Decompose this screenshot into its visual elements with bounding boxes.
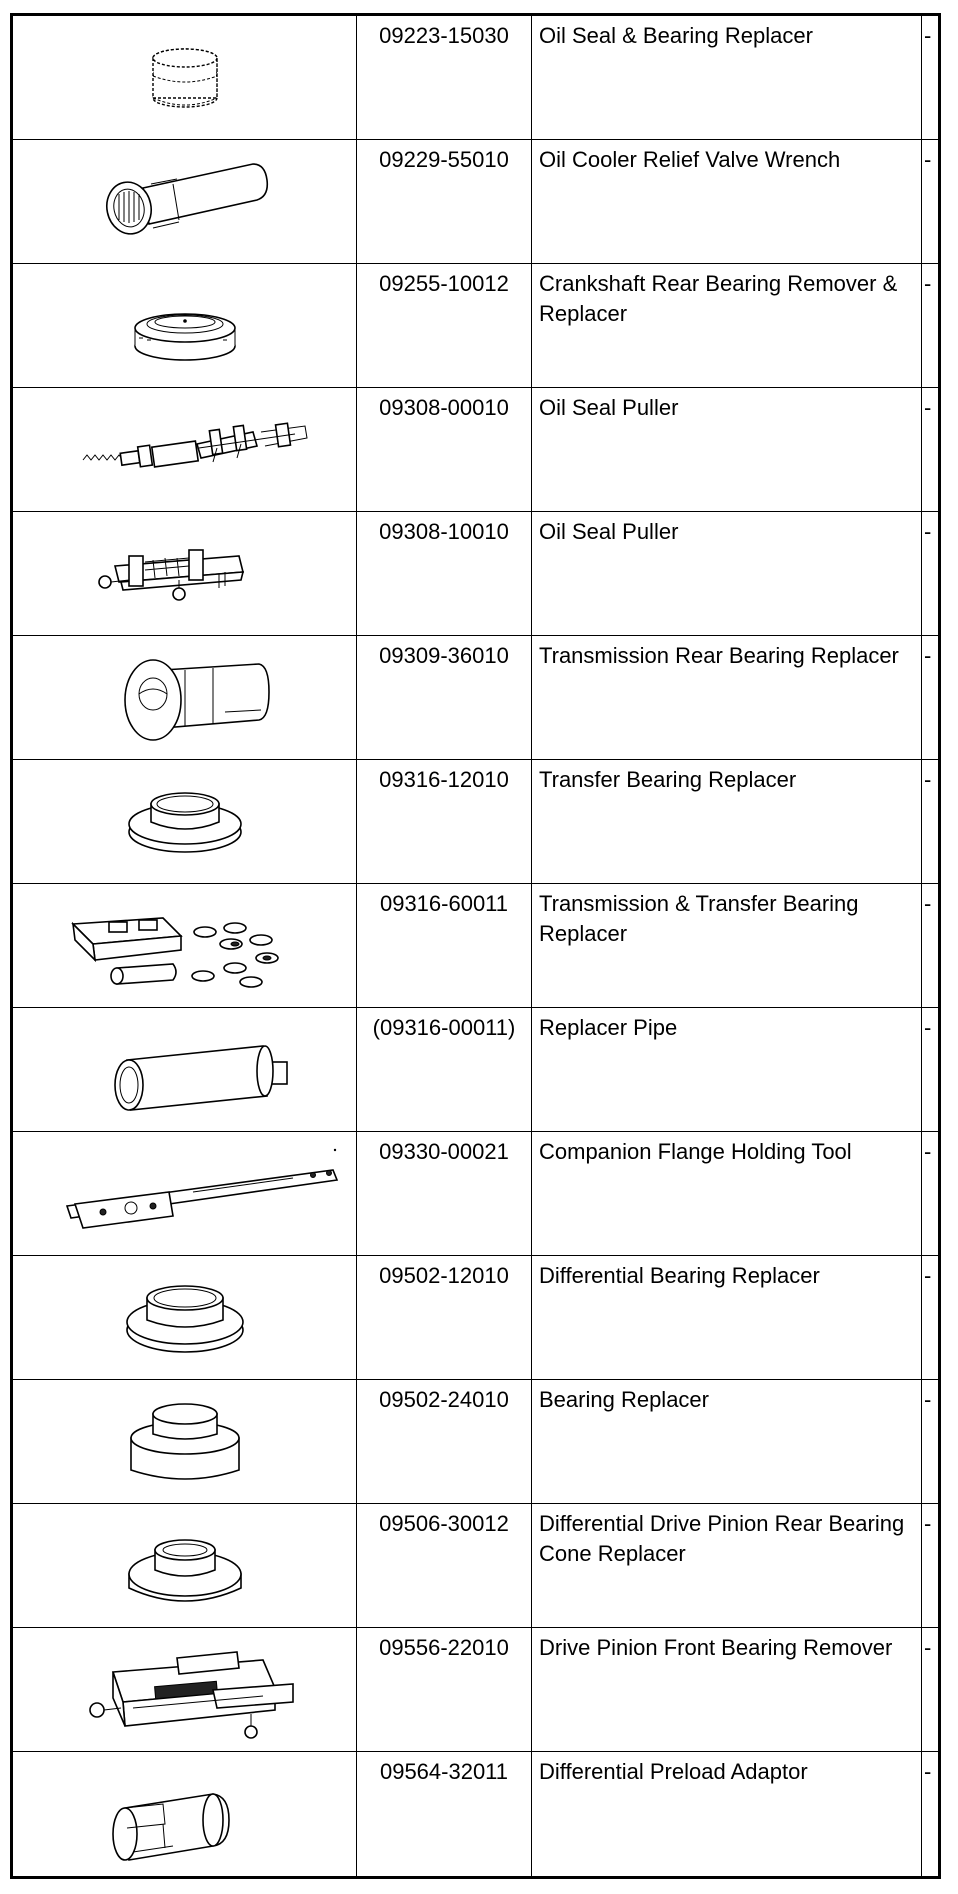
table-row: [13, 1628, 938, 1752]
part-number-cell: [357, 388, 532, 511]
note: -: [924, 395, 932, 420]
tool-illustration: [13, 16, 357, 139]
note: -: [924, 1759, 932, 1784]
tool-illustration: [13, 1256, 357, 1379]
pinion-bearing-remover-drawing-icon: [13, 1628, 357, 1752]
part-number: 09223-15030: [379, 23, 509, 48]
note-cell: [922, 140, 941, 263]
transmission-bearing-replacer-drawing-icon: [13, 636, 357, 760]
tool-illustration: [13, 1380, 357, 1503]
part-number-cell: [357, 1628, 532, 1751]
tool-name-cell: [532, 512, 922, 635]
note: -: [924, 643, 932, 668]
note-cell: [922, 1752, 941, 1876]
part-number-cell: [357, 636, 532, 759]
tool-illustration: [13, 388, 357, 511]
note-cell: [922, 512, 941, 635]
differential-bearing-replacer-drawing-icon: [13, 1256, 357, 1380]
tool-name-cell: [532, 140, 922, 263]
bearing-replacer-set-drawing-icon: [13, 884, 357, 1008]
tool-name-cell: [532, 760, 922, 883]
part-number-cell: [357, 1752, 532, 1876]
part-number: 09330-00021: [379, 1139, 509, 1164]
oil-seal-puller-drawing-icon: [13, 388, 357, 512]
note-cell: [922, 16, 941, 139]
tool-name-cell: [532, 1504, 922, 1627]
table-row: [13, 760, 938, 884]
tool-name-cell: [532, 1008, 922, 1131]
tool-name: Oil Seal Puller: [539, 519, 679, 544]
replacer-pipe-drawing-icon: [13, 1008, 357, 1132]
tool-illustration: [13, 140, 357, 263]
tool-name: Companion Flange Holding Tool: [539, 1139, 852, 1164]
tool-illustration: [13, 636, 357, 759]
tool-illustration: [13, 1008, 357, 1131]
tool-name: Bearing Replacer: [539, 1387, 709, 1412]
part-number-cell: [357, 1256, 532, 1379]
table-row: [13, 636, 938, 760]
note: -: [924, 1511, 932, 1536]
part-number: (09316-00011): [372, 1015, 516, 1040]
part-number-cell: [357, 1380, 532, 1503]
tool-name-cell: [532, 1752, 922, 1876]
table-row: [13, 1008, 938, 1132]
note: -: [924, 271, 932, 296]
tool-name-cell: [532, 636, 922, 759]
tool-name-cell: [532, 264, 922, 387]
note-cell: [922, 388, 941, 511]
note-cell: [922, 760, 941, 883]
table-row: [13, 388, 938, 512]
table-row: [13, 264, 938, 388]
part-number: 09556-22010: [379, 1635, 509, 1660]
tool-illustration: [13, 264, 357, 387]
preload-adaptor-drawing-icon: [13, 1752, 357, 1876]
note-cell: [922, 1132, 941, 1255]
tool-name: Oil Seal & Bearing Replacer: [539, 23, 813, 48]
tool-name-cell: [532, 1380, 922, 1503]
relief-valve-wrench-drawing-icon: [13, 140, 357, 264]
note-cell: [922, 884, 941, 1007]
part-number: 09502-12010: [379, 1263, 509, 1288]
table-row: [13, 884, 938, 1008]
table-row: [13, 1380, 938, 1504]
flange-holding-tool-drawing-icon: [13, 1132, 357, 1256]
pinion-bearing-cone-replacer-drawing-icon: [13, 1504, 357, 1628]
part-number: 09316-60011: [379, 891, 509, 916]
part-number: 09502-24010: [379, 1387, 509, 1412]
part-number: 09255-10012: [379, 271, 509, 296]
tool-name-cell: [532, 1256, 922, 1379]
part-number-cell: [357, 140, 532, 263]
note-cell: [922, 1504, 941, 1627]
tool-illustration: [13, 1628, 357, 1751]
tool-name-cell: [532, 1628, 922, 1751]
part-number: 09309-36010: [379, 643, 509, 668]
note: -: [924, 519, 932, 544]
tool-name: Differential Bearing Replacer: [539, 1263, 820, 1288]
note-cell: [922, 636, 941, 759]
tool-name: Oil Seal Puller: [539, 395, 679, 420]
table-row: [13, 1132, 938, 1256]
tool-illustration: [13, 884, 357, 1007]
tool-name-cell: [532, 388, 922, 511]
table-row: [13, 1504, 938, 1628]
note: -: [924, 1387, 932, 1412]
bearing-replacer-drawing-icon: [13, 1380, 357, 1504]
table-row: [13, 1256, 938, 1380]
table-row: [13, 140, 938, 264]
note: -: [924, 1015, 932, 1040]
part-number: 09316-12010: [379, 767, 509, 792]
part-number-cell: [357, 16, 532, 139]
part-number-cell: [357, 264, 532, 387]
note-cell: [922, 1256, 941, 1379]
crankshaft-bearing-remover-drawing-icon: [13, 264, 357, 388]
tool-name: Transmission & Transfer Bearing Replacer: [539, 891, 859, 946]
part-number: 09564-32011: [379, 1759, 509, 1784]
part-number-cell: [357, 760, 532, 883]
note: -: [924, 1263, 932, 1288]
part-number-cell: [357, 1132, 532, 1255]
note-cell: [922, 1008, 941, 1131]
part-number-cell: [357, 884, 532, 1007]
note: -: [924, 891, 932, 916]
note: -: [924, 1139, 932, 1164]
note: -: [924, 767, 932, 792]
part-number-cell: [357, 512, 532, 635]
part-number: 09308-10010: [379, 519, 509, 544]
tool-name: Drive Pinion Front Bearing Remover: [539, 1635, 893, 1660]
tool-illustration: [13, 1132, 357, 1255]
table-row: [13, 16, 938, 140]
note: -: [924, 147, 932, 172]
note: -: [924, 23, 932, 48]
tool-name-cell: [532, 16, 922, 139]
tool-illustration: [13, 1752, 357, 1876]
tool-name: Replacer Pipe: [539, 1015, 678, 1040]
tool-illustration: [13, 760, 357, 883]
tool-illustration: [13, 512, 357, 635]
part-number: 09308-00010: [379, 395, 509, 420]
tool-name: Crankshaft Rear Bearing Remover & Replacer: [539, 271, 898, 326]
table-row: [13, 512, 938, 636]
tool-name: Oil Cooler Relief Valve Wrench: [539, 147, 841, 172]
oil-seal-bearing-replacer-drawing-icon: [13, 16, 357, 140]
tool-name: Differential Preload Adaptor: [539, 1759, 808, 1784]
part-number: 09506-30012: [379, 1511, 509, 1536]
special-tools-table: [10, 13, 941, 1879]
part-number-cell: [357, 1008, 532, 1131]
transfer-bearing-replacer-drawing-icon: [13, 760, 357, 884]
part-number: 09229-55010: [379, 147, 509, 172]
note-cell: [922, 1380, 941, 1503]
tool-name-cell: [532, 884, 922, 1007]
note-cell: [922, 1628, 941, 1751]
table-row: [13, 1752, 938, 1876]
note: -: [924, 1635, 932, 1660]
note-cell: [922, 264, 941, 387]
tool-name: Transmission Rear Bearing Replacer: [539, 643, 899, 668]
part-number-cell: [357, 1504, 532, 1627]
tool-name: Transfer Bearing Replacer: [539, 767, 797, 792]
tool-name: Differential Drive Pinion Rear Bearing Cone Replacer: [539, 1511, 905, 1566]
tool-illustration: [13, 1504, 357, 1627]
oil-seal-puller-clamp-drawing-icon: [13, 512, 357, 636]
tool-name-cell: [532, 1132, 922, 1255]
